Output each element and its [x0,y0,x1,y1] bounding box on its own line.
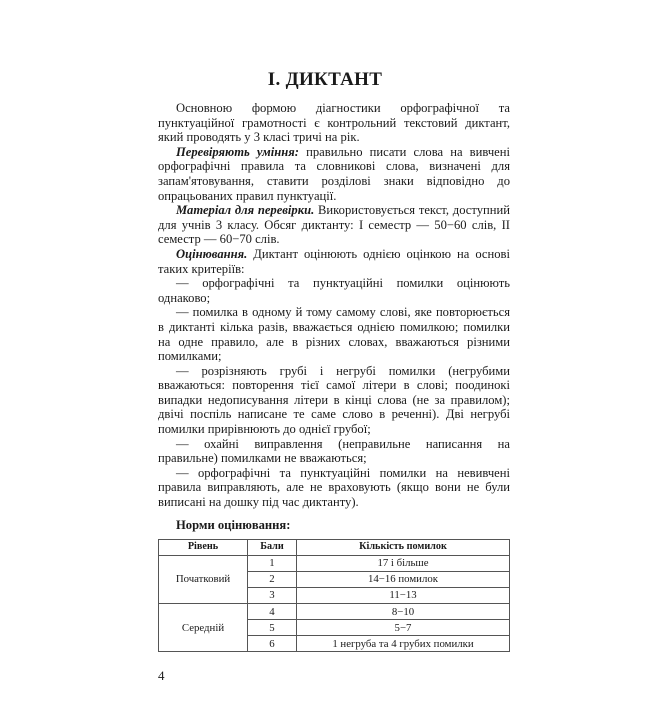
criterion-item: — охайні виправлення (неправильне написання на правильне) помилками не вважаються; [158,436,510,466]
criterion-item: — орфографічні та пунктуаційні помилки на невивчені правила виправляють, але не враховують (якщо вони не були виписані на дошку під час диктанту). [158,465,510,510]
header-errors: Кількість помилок [297,539,510,555]
errors-cell: 17 і більше [297,555,510,571]
paragraph-assessment [158,247,510,276]
score-cell: 6 [248,636,297,652]
paragraph-text: правильно писати слова на вивчені орфографічні правила та словникові слова, визначені для запам'ятовування, ставити розділові знаки відповідно до опрацьованих правил пунктуації. [158,144,510,203]
paragraph-text: Диктант оцінюють однією оцінкою на основі таких критеріїв: [158,246,510,276]
grading-table [158,539,510,653]
paragraph-text: Основною формою діагностики орфографічної та пунктуаційної грамотності є контрольний текстовий диктант, який проводять у 3 класі тричі на рік. [158,101,510,145]
paragraph-skills [158,145,510,203]
errors-cell: 1 негруба та 4 грубих помилки [297,636,510,652]
paragraph-intro [158,101,510,145]
score-cell: 4 [248,604,297,620]
paragraph-lead: Перевіряють уміння: [176,144,299,159]
header-level: Рівень [159,539,248,555]
table-row [159,604,510,620]
score-cell: 5 [248,620,297,636]
paragraph-text: Використовується текст, доступний для учнів 3 класу. Обсяг диктанту: І семестр — 50−60 слів, ІІ семестр — 60−70 слів. [158,203,510,247]
page-content [158,101,510,704]
norms-heading: Норми оцінювання: [176,517,291,532]
header-score: Бали [248,539,297,555]
criterion-item: — помилка в одному й тому самому слові, яке повторюється в диктанті кілька разів, вважається однією помилкою; помилки на одне правило, але в різних словах, вважаються різними помилками; [158,305,510,364]
errors-cell: 11−13 [297,587,510,603]
score-cell: 1 [248,555,297,571]
paragraph-material [158,203,510,247]
errors-cell: 5−7 [297,620,510,636]
paragraph-lead: Оцінювання. [176,246,248,261]
score-cell: 3 [248,587,297,603]
score-cell: 2 [248,571,297,587]
paragraph-lead: Матеріал для перевірки. [176,203,315,218]
criterion-item: — орфографічні та пунктуаційні помилки оцінюють однаково; [158,276,510,305]
page-number: 4 [158,668,165,684]
body-text [158,101,510,510]
table-header-row [159,539,510,555]
errors-cell: 8−10 [297,604,510,620]
level-cell: Середній [159,604,248,652]
errors-cell: 14−16 помилок [297,571,510,587]
table-row [159,555,510,571]
level-cell: Початковий [159,555,248,603]
criterion-item: — розрізняють грубі і негрубі помилки (негрубими вважаються: повторення тієї самої літери в слові; поодинокі випадки недописування літери в кінці слова (не за правилом); двічі поспіль написане те саме слово в реченні). Дві негрубі помилки прирівнюють до однієї грубої; [158,363,510,437]
section-title: І. ДИКТАНТ [267,69,383,90]
